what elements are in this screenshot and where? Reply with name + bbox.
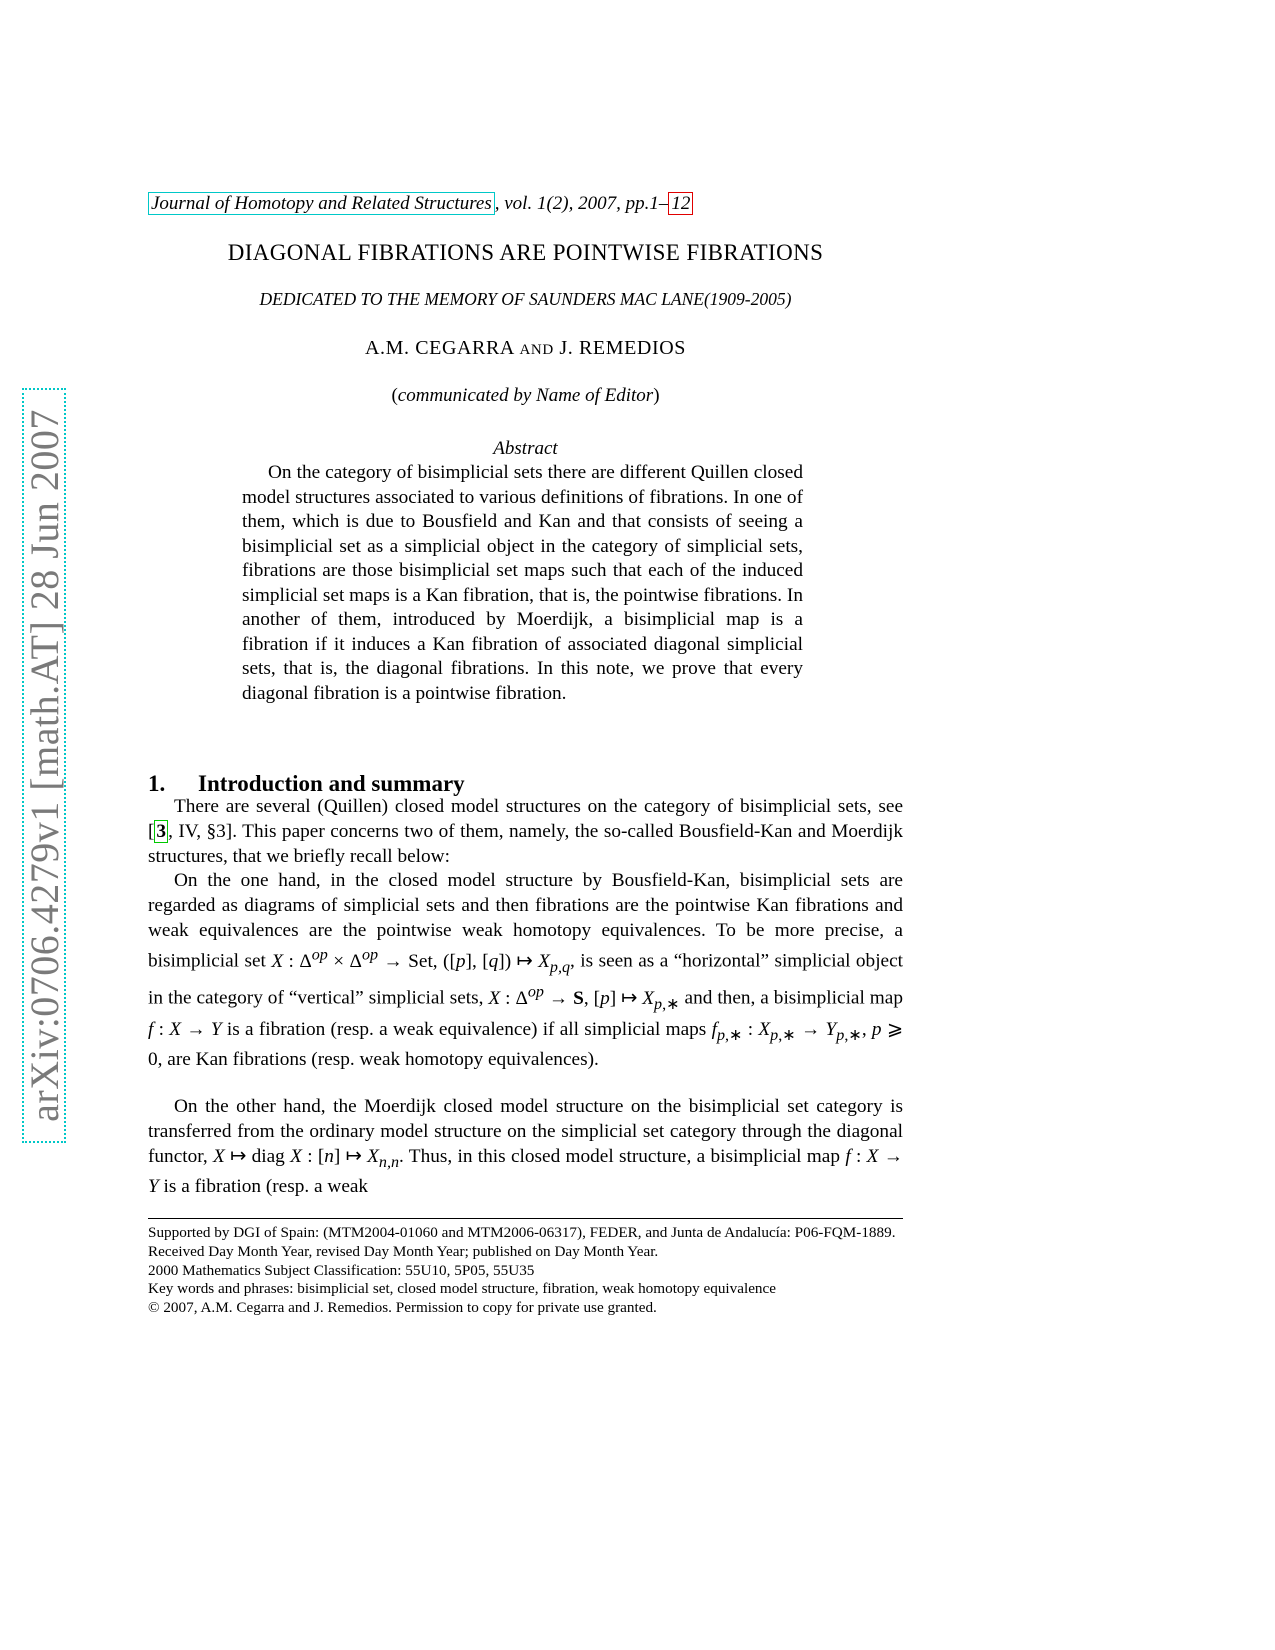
author-second: J. REMEDIOS — [559, 337, 687, 359]
arxiv-side-stamp[interactable] — [22, 388, 66, 1143]
footnote-keywords: Key words and phrases: bisimplicial set, closed model structure, fibration, weak homotopy equivalence — [148, 1280, 777, 1298]
intro-paragraph-3: On the other hand, the Moerdijk closed model structure on the bisimplicial set category is transferred from the ordinary model structure on the simplicial set category through the diagonal functor, X ↦ diag X : [n] ↦ $X_{n,n}$. Thus, in this closed model structure, a bisimplicial map f : X → Y is a fibration (resp. a weak — [148, 1096, 904, 1198]
journal-link[interactable]: Journal of Homotopy and Related Structures — [148, 192, 495, 215]
math-inline: X : $\Delta^{op} \to S$, [p] ↦ $X_{p,∗}$ — [488, 983, 680, 1013]
intro-paragraph-1: There are several (Quillen) closed model structures on the category of bisimplicial sets, see [ 3 , IV, §3]. This paper concerns two of them, namely, the so-called Bousfield-Kan and Moerdijk structures, that we briefly recall below: — [148, 796, 903, 867]
math-inline: f : X → Y — [148, 1145, 904, 1198]
footnote-classification: 2000 Mathematics Subject Classification: 55U10, 5P05, 55U35 — [148, 1261, 535, 1279]
math-inline: $f_{p,∗}$ : $X_{p,∗} \to Y_{p,∗}$, p ⩾ 0 — [148, 1018, 903, 1071]
author-connector: AND — [519, 342, 554, 358]
intro-paragraph-2: On the one hand, in the closed model structure by Bousfield-Kan, bisimplicial sets are regarded as diagrams of simplicial sets and then fibrations are the pointwise Kan fibrations and weak equivalences are the pointwise weak homotopy equivalences. To be more precise, a bisimplicial set X : $\Delta^{op} \times \Delta^{op}$ → Set, ([p], [q]) ↦ $X_{p,q}$, is seen as a “horizontal” simplicial object in the category of “vertical” simplicial sets, X : $\Delta^{op} \to S$, [p] ↦ $X_{p,∗}$ and then, a bisimplicial map f : X → Y is a fibration (resp. a weak equivalence) if all simplicial maps $f_{p,∗}$ : $X_{p,∗} \to Y_{p,∗}$, p ⩾ 0, are Kan fibrations (resp. weak homotopy equivalences). — [148, 870, 904, 1071]
footnote-divider — [148, 1218, 903, 1219]
footnote-funding: Supported by DGI of Spain: (MTM2004-01060 and MTM2006-06317), FEDER, and Junta de Andalucía: P06-FQM-1889. — [148, 1224, 896, 1241]
footnote-dates: Received Day Month Year, revised Day Month Year; published on Day Month Year. — [148, 1242, 659, 1260]
citation-link[interactable]: 3 — [156, 820, 167, 842]
communicated-text: communicated by Name of Editor — [397, 385, 654, 406]
journal-volume-info: , vol. 1(2), 2007, pp.1– — [494, 193, 669, 214]
author-first: A.M. CEGARRA — [364, 337, 514, 359]
footnote-copyright: © 2007, A.M. Cegarra and J. Remedios. Permission to copy for private use granted. — [148, 1299, 657, 1317]
math-inline: f : X → Y — [148, 1018, 222, 1040]
arxiv-identifier: arXiv:0706.4279v1 [math.AT] 28 Jun 2007 — [21, 409, 67, 1122]
section-heading — [148, 771, 903, 797]
section-title: Introduction and summary — [198, 771, 465, 796]
paper-title: DIAGONAL FIBRATIONS ARE POINTWISE FIBRATIONS — [227, 240, 824, 265]
last-page-link[interactable]: 12 — [668, 192, 693, 215]
math-inline: X : $\Delta^{op} \times \Delta^{op}$ → Set, ([p], [q]) ↦ $X_{p,q}$ — [271, 946, 571, 976]
footnotes — [148, 1224, 903, 1318]
dedication: DEDICATED TO THE MEMORY OF SAUNDERS MAC LANE(1909-2005) — [259, 289, 792, 309]
communicated-by: (communicated by Name of Editor) — [391, 385, 660, 406]
authors — [148, 337, 903, 360]
journal-header — [148, 193, 848, 215]
math-inline: X ↦ diag X : [n] ↦ $X_{n,n}$ — [213, 1145, 400, 1171]
section-number: 1. — [148, 771, 166, 796]
abstract-heading: Abstract — [493, 438, 558, 459]
abstract-text: On the category of bisimplicial sets there are different Quillen closed model structures associated to various definitions of fibrations. In one of them, which is due to Bousfield and Kan and that consists of seeing a bisimplicial set as a simplicial object in the category of simplicial sets, fibrations are those bisimplicial set maps such that each of the induced simplicial set maps is a Kan fibration, that is, the pointwise fibrations. In another of them, introduced by Moerdijk, a bisimplicial map is a fibration if it induces a Kan fibration of associated diagonal simplicial sets, that is, the diagonal fibrations. In this note, we prove that every diagonal fibration is a pointwise fibration. — [242, 462, 803, 704]
